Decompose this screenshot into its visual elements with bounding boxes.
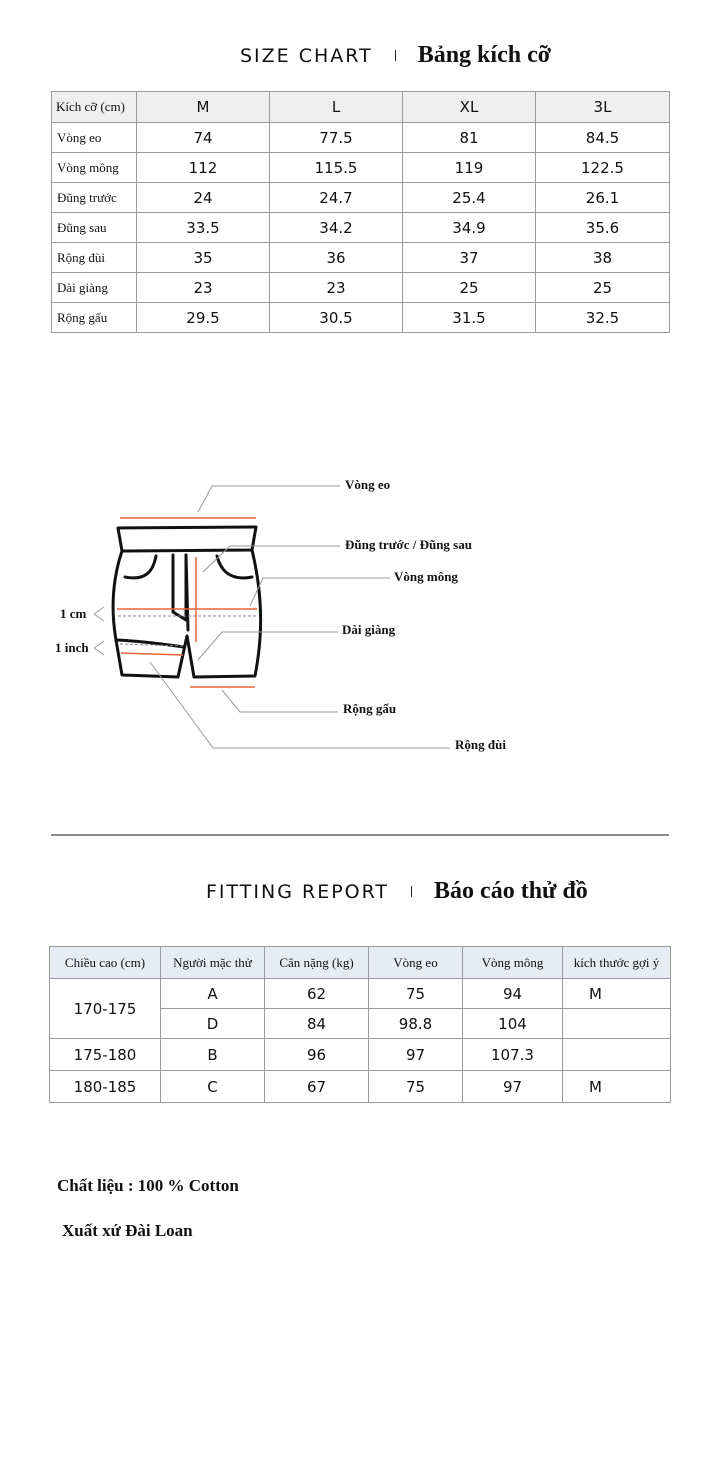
height-cell: 180-185 xyxy=(50,1071,161,1103)
table-row xyxy=(52,243,670,273)
section-divider xyxy=(51,834,669,836)
fitting-report-title-en: FITTING REPORT xyxy=(206,880,390,903)
table-cell: 115.5 xyxy=(270,153,403,183)
table-cell: 33.5 xyxy=(137,213,270,243)
table-cell: A xyxy=(161,979,265,1009)
table-cell: 122.5 xyxy=(536,153,670,183)
table-cell: M xyxy=(563,979,671,1009)
size-chart-table xyxy=(51,91,670,333)
table-cell: 26.1 xyxy=(536,183,670,213)
table-cell: 98.8 xyxy=(369,1009,463,1039)
table-cell: 96 xyxy=(265,1039,369,1071)
table-cell: 35 xyxy=(137,243,270,273)
label-one-cm: 1 cm xyxy=(60,606,87,621)
heading-separator xyxy=(411,886,412,897)
table-cell: C xyxy=(161,1071,265,1103)
table-cell: 74 xyxy=(137,123,270,153)
table-cell: 75 xyxy=(369,1071,463,1103)
column-header: Người mặc thử xyxy=(161,947,265,979)
size-chart-title-vi: Bảng kích cỡ xyxy=(417,42,552,68)
table-cell: 77.5 xyxy=(270,123,403,153)
table-cell: 37 xyxy=(403,243,536,273)
table-cell: 23 xyxy=(270,273,403,303)
table-cell: 112 xyxy=(137,153,270,183)
table-cell: 34.9 xyxy=(403,213,536,243)
shorts-outline xyxy=(113,527,261,677)
column-header: Chiều cao (cm) xyxy=(50,947,161,979)
table-cell: 119 xyxy=(403,153,536,183)
height-cell: 175-180 xyxy=(50,1039,161,1071)
size-chart-heading xyxy=(240,42,551,69)
table-cell: 36 xyxy=(270,243,403,273)
column-header: Vòng mông xyxy=(463,947,563,979)
table-cell: 38 xyxy=(536,243,670,273)
table-cell: 81 xyxy=(403,123,536,153)
table-cell: 84.5 xyxy=(536,123,670,153)
column-header: kích thước gợi ý xyxy=(563,947,671,979)
label-hip: Vòng mông xyxy=(394,569,458,584)
table-row xyxy=(52,183,670,213)
material-text: Chất liệu : 100 % Cotton xyxy=(57,1176,239,1195)
table-row xyxy=(50,1039,671,1071)
table-cell: 25 xyxy=(536,273,670,303)
heading-separator xyxy=(395,50,396,61)
row-label: Rộng đùi xyxy=(52,243,137,273)
size-chart-title-en: SIZE CHART xyxy=(240,44,373,67)
row-label: Dài giàng xyxy=(52,273,137,303)
table-header-row xyxy=(52,92,670,123)
label-one-inch: 1 inch xyxy=(55,640,89,655)
table-cell: 24 xyxy=(137,183,270,213)
label-waist: Vòng eo xyxy=(345,477,391,492)
table-cell xyxy=(563,1039,671,1071)
fitting-report-title-vi: Báo cáo thử đồ xyxy=(434,878,588,904)
table-cell: 25 xyxy=(403,273,536,303)
table-cell: 62 xyxy=(265,979,369,1009)
fitting-report-table xyxy=(49,946,671,1103)
leader-lines xyxy=(94,486,450,748)
row-label: Đũng trước xyxy=(52,183,137,213)
column-header: 3L xyxy=(536,92,670,123)
label-thigh: Rộng đùi xyxy=(455,737,506,752)
row-label: Vòng mông xyxy=(52,153,137,183)
label-hem: Rộng gấu xyxy=(343,701,397,716)
table-cell: 31.5 xyxy=(403,303,536,333)
table-cell: 104 xyxy=(463,1009,563,1039)
origin-text: Xuất xứ Đài Loan xyxy=(62,1221,193,1240)
row-label: Rộng gấu xyxy=(52,303,137,333)
table-cell: 67 xyxy=(265,1071,369,1103)
table-row xyxy=(52,123,670,153)
table-row xyxy=(52,303,670,333)
table-cell: M xyxy=(563,1071,671,1103)
column-header: Cân nặng (kg) xyxy=(265,947,369,979)
table-cell: 30.5 xyxy=(270,303,403,333)
table-row xyxy=(52,273,670,303)
table-cell: 75 xyxy=(369,979,463,1009)
table-cell: 84 xyxy=(265,1009,369,1039)
row-label: Vòng eo xyxy=(52,123,137,153)
column-header: Vòng eo xyxy=(369,947,463,979)
column-header: Kích cỡ (cm) xyxy=(52,92,137,123)
table-cell xyxy=(563,1009,671,1039)
height-cell: 170-175 xyxy=(50,979,161,1039)
table-row xyxy=(52,153,670,183)
table-header-row xyxy=(50,947,671,979)
table-cell: 24.7 xyxy=(270,183,403,213)
label-rise: Đũng trước / Đũng sau xyxy=(345,537,472,552)
table-cell: 97 xyxy=(463,1071,563,1103)
label-inseam: Dài giàng xyxy=(342,622,396,637)
table-row xyxy=(52,213,670,243)
column-header: L xyxy=(270,92,403,123)
column-header: XL xyxy=(403,92,536,123)
row-label: Đũng sau xyxy=(52,213,137,243)
table-row xyxy=(50,1071,671,1103)
table-cell: 23 xyxy=(137,273,270,303)
table-cell: 94 xyxy=(463,979,563,1009)
fitting-report-heading xyxy=(206,878,588,905)
table-cell: 32.5 xyxy=(536,303,670,333)
table-cell: 25.4 xyxy=(403,183,536,213)
table-cell: 35.6 xyxy=(536,213,670,243)
table-cell: D xyxy=(161,1009,265,1039)
table-cell: 34.2 xyxy=(270,213,403,243)
table-cell: 97 xyxy=(369,1039,463,1071)
table-row xyxy=(50,979,671,1009)
table-cell: 107.3 xyxy=(463,1039,563,1071)
column-header: M xyxy=(137,92,270,123)
table-cell: 29.5 xyxy=(137,303,270,333)
table-cell: B xyxy=(161,1039,265,1071)
shorts-measurement-diagram xyxy=(0,460,720,770)
